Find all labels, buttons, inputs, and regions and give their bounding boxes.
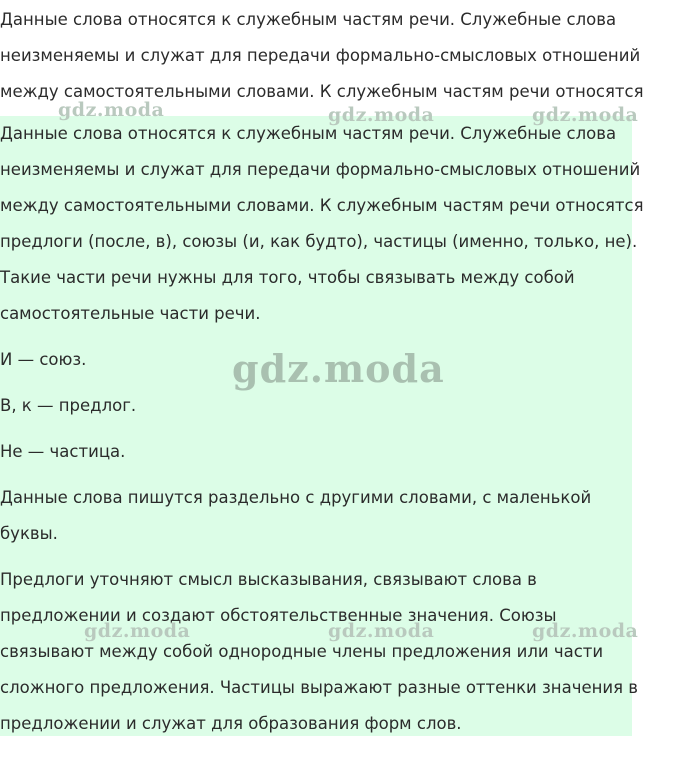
text-line: Предлоги уточняют смысл высказывания, связывают слова в (0, 570, 537, 589)
text-line: Данные слова относятся к служебным частям речи. Служебные слова (0, 124, 617, 143)
watermark: gdz.moda (84, 620, 191, 642)
text-line: И — союз. (0, 350, 87, 369)
answer-text (0, 116, 644, 742)
text-line: сложного предложения. Частицы выражают разные оттенки значения в (0, 678, 639, 697)
text-line: неизменяемы и служат для передачи формально-смысловых отношений (0, 46, 641, 65)
watermark: gdz.moda (328, 620, 435, 642)
text-line: предложении и создают обстоятельственные значения. Союзы (0, 606, 557, 625)
text-line: буквы. (0, 524, 58, 543)
text-line: Данные слова пишутся раздельно с другими словами, с маленькой (0, 488, 592, 507)
text-line: между самостоятельными словами. К служебным частям речи относятся (0, 196, 644, 215)
text-line: Данные слова относятся к служебным частям речи. Служебные слова (0, 10, 617, 29)
text-line: предлоги (после, в), союзы (и, как будто), частицы (именно, только, не). (0, 232, 638, 251)
watermark: gdz.moda (532, 620, 639, 642)
watermark: gdz.moda (532, 104, 639, 126)
text-line: Не — частица. (0, 442, 126, 461)
top-text-block (0, 0, 680, 110)
watermark: gdz.moda (58, 99, 165, 121)
text-line: Такие части речи нужны для того, чтобы связывать между собой (0, 268, 575, 287)
text-line: В, к — предлог. (0, 396, 137, 415)
text-line: между самостоятельными словами. К служебным частям речи относятся (0, 82, 644, 101)
watermark: gdz.moda (232, 346, 445, 391)
text-line: неизменяемы и служат для передачи формально-смысловых отношений (0, 160, 641, 179)
text-line: самостоятельные части речи. (0, 304, 261, 323)
watermark: gdz.moda (328, 104, 435, 126)
text-line: предложении и служат для образования форм слов. (0, 714, 462, 733)
text-line: связывают между собой однородные члены предложения или части (0, 642, 604, 661)
